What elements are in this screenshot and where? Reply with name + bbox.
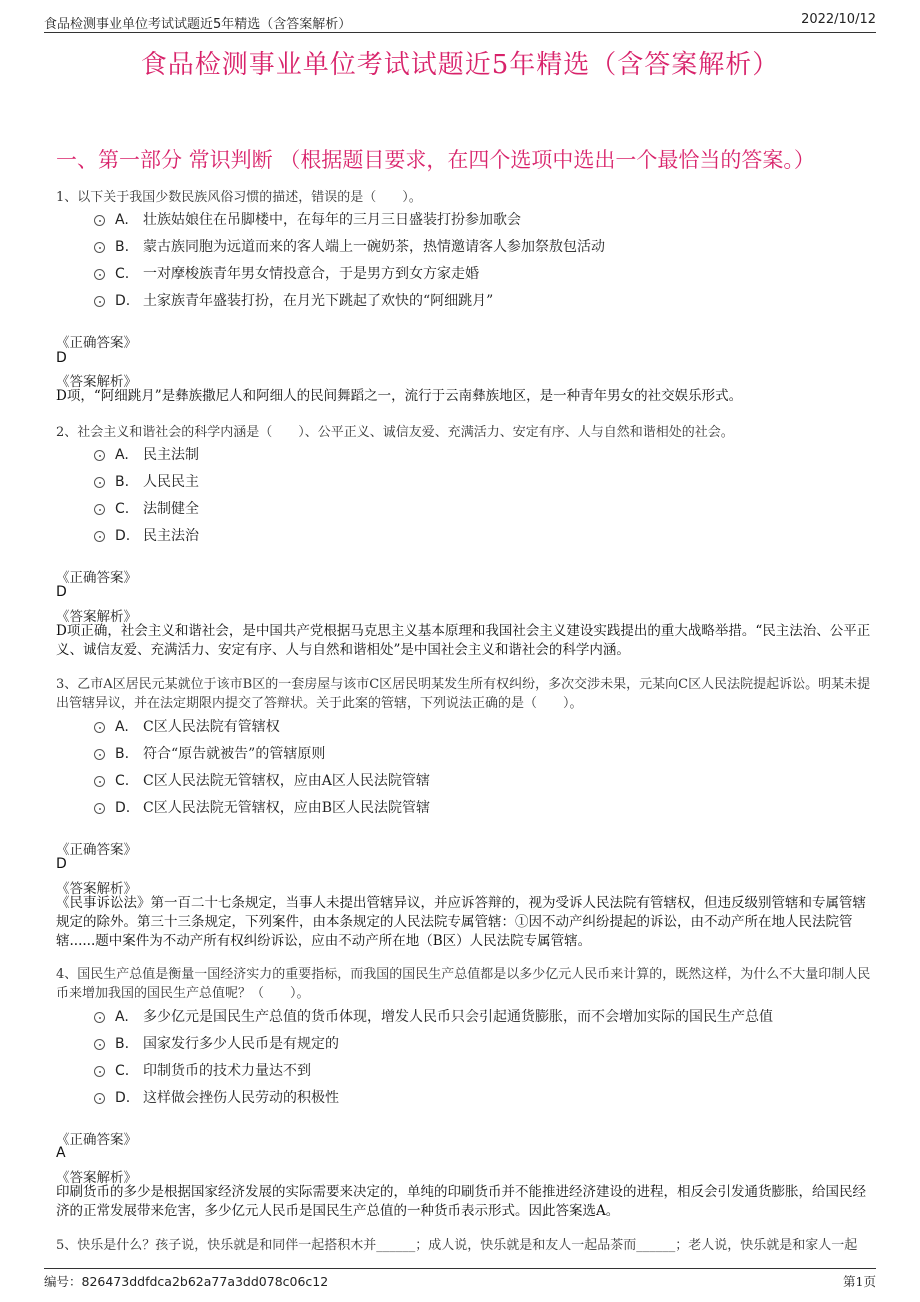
radio-icon[interactable]	[94, 242, 105, 253]
radio-icon[interactable]	[94, 776, 105, 787]
question-3-analysis: 《民事诉讼法》第一百二十七条规定，当事人未提出管辖异议，并应诉答辩的，视为受诉人民法院有管辖权，但违反级别管辖和专属管辖规定的除外。第三十三条规定，下列案件，由本条规定的人民法院专属管辖：①因不动产纠纷提起的诉讼，由不动产所在地人民法院管辖......题中案件为不动产所有权纠纷诉讼，应由不动产所在地（B区）人民法院专属管辖。	[56, 895, 866, 949]
radio-icon[interactable]	[94, 504, 105, 515]
question-4-stem: 4、国民生产总值是衡量一国经济实力的重要指标，而我国的国民生产总值都是以多少亿元人民币来计算的，既然这样，为什么不大量印制人民币来增加我国的国民生产总值呢？（ ）。	[56, 967, 871, 1001]
question-4-option-c[interactable]: C. 印制货币的技术力量达不到	[94, 1060, 311, 1080]
question-4-option-b[interactable]: B. 国家发行多少人民币是有规定的	[94, 1033, 339, 1053]
question-2-option-c[interactable]: C. 法制健全	[94, 498, 199, 518]
question-1-analysis: D项，“阿细跳月”是彝族撒尼人和阿细人的民间舞蹈之一，流行于云南彝族地区，是一种青年男女的社交娱乐形式。	[56, 388, 743, 404]
question-2-analysis-label: 《答案解析》	[56, 609, 137, 625]
radio-icon[interactable]	[94, 531, 105, 542]
question-3-correct-label: 《正确答案》	[56, 842, 137, 858]
question-1-option-c[interactable]: C. 一对摩梭族青年男女情投意合，于是男方到女方家走婚	[94, 263, 479, 283]
radio-icon[interactable]	[94, 1039, 105, 1050]
page-header	[44, 10, 876, 33]
question-2-option-a[interactable]: A. 民主法制	[94, 444, 199, 464]
question-1-option-b[interactable]: B. 蒙古族同胞为远道而来的客人端上一碗奶茶，热情邀请客人参加祭敖包活动	[94, 236, 605, 256]
page-title: 食品检测事业单位考试试题近5年精选（含答案解析）	[140, 50, 780, 80]
question-3-stem: 3、乙市A区居民元某就位于该市B区的一套房屋与该市C区居民明某发生所有权纠纷，多次交涉未果，元某向C区人民法院提起诉讼。明某未提出管辖异议，并在法定期限内提交了答辩状。关于此案的管辖，下列说法正确的是（ ）。	[56, 677, 871, 711]
question-1-analysis-label: 《答案解析》	[56, 374, 137, 390]
question-3-option-b[interactable]: B. 符合“原告就被告”的管辖原则	[94, 743, 325, 763]
question-5-stem: 5、快乐是什么？孩子说，快乐就是和同伴一起搭积木并______；成人说，快乐就是和友人一起品茶而______；老人说，快乐就是和家人一起	[56, 1238, 858, 1253]
question-2-correct-label: 《正确答案》	[56, 570, 137, 586]
question-2-analysis: D项正确，社会主义和谐社会，是中国共产党根据马克思主义基本原理和我国社会主义建设实践提出的重大战略举措。“民主法治、公平正义、诚信友爱、充满活力、安定有序、人与自然和谐相处”是中国社会主义和谐社会的科学内涵。	[56, 623, 871, 658]
radio-icon[interactable]	[94, 722, 105, 733]
radio-icon[interactable]	[94, 477, 105, 488]
radio-icon[interactable]	[94, 215, 105, 226]
question-4-answer: A	[56, 1145, 66, 1161]
question-1-option-a[interactable]: A. 壮族姑娘住在吊脚楼中，在每年的三月三日盛装打扮参加歌会	[94, 209, 521, 229]
radio-icon[interactable]	[94, 1012, 105, 1023]
question-2-answer: D	[56, 584, 67, 600]
question-2-option-b[interactable]: B. 人民民主	[94, 471, 199, 491]
footer-code: 编号：826473ddfdca2b62a77a3dd078c06c12	[44, 1274, 329, 1289]
header-doc-title: 食品检测事业单位考试试题近5年精选（含答案解析）	[44, 17, 352, 32]
question-2-option-d[interactable]: D. 民主法治	[94, 525, 199, 545]
radio-icon[interactable]	[94, 296, 105, 307]
question-1-correct-label: 《正确答案》	[56, 335, 137, 351]
radio-icon[interactable]	[94, 450, 105, 461]
question-3-answer: D	[56, 856, 67, 872]
radio-icon[interactable]	[94, 803, 105, 814]
question-3-option-d[interactable]: D. C区人民法院无管辖权，应由B区人民法院管辖	[94, 797, 430, 817]
question-2-stem: 2、社会主义和谐社会的科学内涵是（ ）、公平正义、诚信友爱、充满活力、安定有序、人与自然和谐相处的社会。	[56, 425, 734, 440]
question-1-option-d[interactable]: D. 土家族青年盛装打扮，在月光下跳起了欢快的“阿细跳月”	[94, 290, 493, 310]
radio-icon[interactable]	[94, 1066, 105, 1077]
question-4-option-a[interactable]: A. 多少亿元是国民生产总值的货币体现，增发人民币只会引起通货膨胀，而不会增加实际的国民生产总值	[94, 1006, 773, 1026]
page-footer	[44, 1268, 876, 1289]
section-title: 一、第一部分 常识判断 （根据题目要求，在四个选项中选出一个最恰当的答案。）	[56, 148, 815, 172]
question-1-stem: 1、以下关于我国少数民族风俗习惯的描述，错误的是（ ）。	[56, 190, 422, 205]
radio-icon[interactable]	[94, 1093, 105, 1104]
header-date: 2022/10/12	[801, 12, 876, 27]
radio-icon[interactable]	[94, 749, 105, 760]
question-3-option-a[interactable]: A. C区人民法院有管辖权	[94, 716, 280, 736]
question-4-analysis-label: 《答案解析》	[56, 1170, 137, 1186]
footer-page-number: 第1页	[843, 1274, 876, 1289]
question-4-option-d[interactable]: D. 这样做会挫伤人民劳动的积极性	[94, 1087, 339, 1107]
question-3-option-c[interactable]: C. C区人民法院无管辖权，应由A区人民法院管辖	[94, 770, 430, 790]
question-1-answer: D	[56, 350, 67, 366]
question-4-analysis: 印刷货币的多少是根据国家经济发展的实际需要来决定的，单纯的印刷货币并不能推进经济建设的进程，相反会引发通货膨胀，给国民经济的正常发展带来危害，多少亿元人民币是国民生产总值的一种货币表示形式。因此答案选A。	[56, 1184, 866, 1219]
radio-icon[interactable]	[94, 269, 105, 280]
question-4-correct-label: 《正确答案》	[56, 1132, 137, 1148]
question-3-analysis-label: 《答案解析》	[56, 881, 137, 897]
